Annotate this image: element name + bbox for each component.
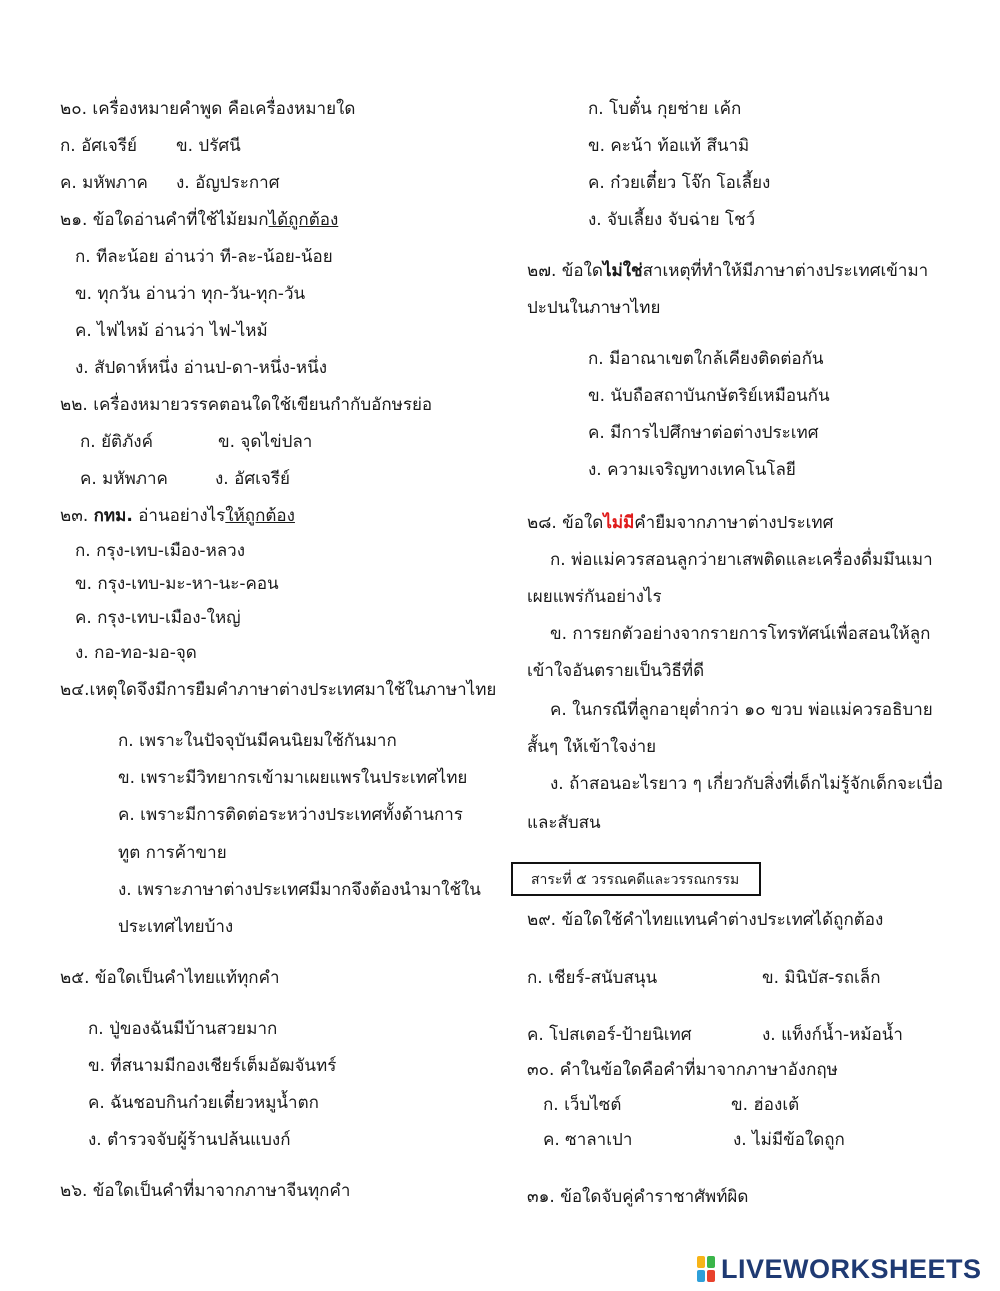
q29-question: ๒๙. ข้อใดใช้คำไทยแทนคำต่างประเทศได้ถูกต้อง: [527, 910, 884, 930]
q22-option-d[interactable]: ง. อัศเจรีย์: [215, 469, 290, 489]
q30-option-d[interactable]: ง. ไม่มีข้อใดถูก: [733, 1130, 845, 1150]
q25-option-b[interactable]: ข. ที่สนามมีกองเชียร์เต็มอัฒจันทร์: [88, 1056, 337, 1076]
q27-option-d[interactable]: ง. ความเจริญทางเทคโนโลยี: [588, 460, 796, 480]
q28-option-d[interactable]: ง. ถ้าสอนอะไรยาว ๆ เกี่ยวกับสิ่งที่เด็กไม่รู้จักเด็กจะเบื่อ: [550, 774, 944, 794]
q24-option-c[interactable]: ค. เพราะมีการติดต่อระหว่างประเทศทั้งด้านการ: [118, 805, 463, 825]
q20-question: ๒๐. เครื่องหมายคำพูด คือเครื่องหมายใด: [60, 99, 356, 119]
q28-option-b[interactable]: ข. การยกตัวอย่างจากรายการโทรทัศน์เพื่อสอนให้ลูก: [550, 624, 931, 644]
q27-option-b[interactable]: ข. นับถือสถาบันกษัตริย์เหมือนกัน: [588, 386, 830, 406]
q20-option-a[interactable]: ก. อัศเจรีย์: [60, 136, 137, 156]
q23-question: ๒๓. กทม. อ่านอย่างไรให้ถูกต้อง: [60, 506, 295, 526]
q22-option-b[interactable]: ข. จุดไข่ปลา: [218, 432, 313, 452]
q29-option-b[interactable]: ข. มินิบัส-รถเล็ก: [762, 968, 881, 988]
q28-option-a-cont: เผยแพร่กันอย่างไร: [527, 587, 662, 607]
q28-option-b-cont: เข้าใจอันตรายเป็นวิธีที่ดี: [527, 661, 705, 681]
q24-option-a[interactable]: ก. เพราะในปัจจุบันมีคนนิยมใช้กันมาก: [118, 731, 397, 751]
q21-option-d[interactable]: ง. สัปดาห์หนึ่ง อ่านป-ดา-หนึ่ง-หนึ่ง: [75, 358, 328, 378]
q20-option-b[interactable]: ข. ปรัศนี: [176, 136, 241, 156]
q24-option-b[interactable]: ข. เพราะมีวิทยากรเข้ามาเผยแพรในประเทศไทย: [118, 768, 468, 788]
q26-option-b[interactable]: ข. คะน้า ท้อแท้ สึนามิ: [588, 136, 750, 156]
q26-option-a[interactable]: ก. โบตั๋น กุยช่าย เค้ก: [588, 99, 742, 119]
q21-question: ๒๑. ข้อใดอ่านคำที่ใช้ไม้ยมกได้ถูกต้อง: [60, 210, 339, 230]
q30-option-c[interactable]: ค. ซาลาเปา: [543, 1130, 633, 1150]
q29-option-d[interactable]: ง. แท็งก์น้ำ-หม้อน้ำ: [762, 1025, 903, 1045]
q21-option-c[interactable]: ค. ไฟไหม้ อ่านว่า ไฟ-ไหม้: [75, 321, 268, 341]
q25-option-a[interactable]: ก. ปู่ของฉันมีบ้านสวยมาก: [88, 1019, 278, 1039]
q23-option-c[interactable]: ค. กรุง-เทบ-เมือง-ใหญ่: [75, 608, 241, 628]
q24-question: ๒๔.เหตุใดจึงมีการยืมคำภาษาต่างประเทศมาใช้ในภาษาไทย: [60, 680, 497, 700]
q22-option-c[interactable]: ค. มหัพภาค: [80, 469, 168, 489]
q23-option-d[interactable]: ง. กอ-ทอ-มอ-จุด: [75, 643, 197, 663]
q20-option-d[interactable]: ง. อัญประกาศ: [176, 173, 280, 193]
q24-option-d[interactable]: ง. เพราะภาษาต่างประเทศมีมากจึงต้องนำมาใช้ใน: [118, 880, 481, 900]
q25-option-c[interactable]: ค. ฉันชอบกินก๋วยเตี๋ยวหมูน้ำตก: [88, 1093, 319, 1113]
liveworksheets-logo-text: LIVEWORKSHEETS: [721, 1253, 982, 1284]
q23-option-b[interactable]: ข. กรุง-เทบ-มะ-หา-นะ-คอน: [75, 574, 279, 594]
q31-question: ๓๑. ข้อใดจับคู่คำราชาศัพท์ผิด: [527, 1187, 749, 1207]
q28-option-c-cont: สั้นๆ ให้เข้าใจง่าย: [527, 737, 657, 757]
q22-question: ๒๒. เครื่องหมายวรรคตอนใดใช้เขียนกำกับอักษรย่อ: [60, 395, 433, 415]
q23-option-a[interactable]: ก. กรุง-เทบ-เมือง-หลวง: [75, 541, 246, 561]
q28-option-d-cont: และสับสน: [527, 813, 601, 833]
liveworksheets-logo: [697, 1254, 982, 1284]
q22-option-a[interactable]: ก. ยัติภังค์: [80, 432, 153, 452]
q26-question: ๒๖. ข้อใดเป็นคำที่มาจากภาษาจีนทุกคำ: [60, 1181, 351, 1201]
q20-option-c[interactable]: ค. มหัพภาค: [60, 173, 148, 193]
q27-question-cont: ปะปนในภาษาไทย: [527, 298, 661, 318]
q21-option-b[interactable]: ข. ทุกวัน อ่านว่า ทุก-วัน-ทุก-วัน: [75, 284, 306, 304]
q27-question: ๒๗. ข้อใดไม่ใช่สาเหตุที่ทำให้มีภาษาต่างประเทศเข้ามา: [527, 261, 929, 281]
q26-option-d[interactable]: ง. จับเลี้ยง จับฉ่าย โชว์: [588, 210, 756, 230]
q27-option-a[interactable]: ก. มีอาณาเขตใกล้เคียงติดต่อกัน: [588, 349, 824, 369]
q30-option-a[interactable]: ก. เว็บไซต์: [543, 1095, 622, 1115]
q30-option-b[interactable]: ข. ฮ่องเต้: [731, 1095, 800, 1115]
q28-option-c[interactable]: ค. ในกรณีที่ลูกอายุต่ำกว่า ๑๐ ขวบ พ่อแม่ควรอธิบาย: [550, 700, 933, 720]
q30-question: ๓๐. คำในข้อใดคือคำที่มาจากภาษาอังกฤษ: [527, 1060, 838, 1080]
q26-option-c[interactable]: ค. ก๋วยเตี๋ยว โจ๊ก โอเลี้ยง: [588, 173, 771, 193]
q28-option-a[interactable]: ก. พ่อแม่ควรสอนลูกว่ายาเสพติดและเครื่องดื่มมึนเมา: [550, 550, 933, 570]
q29-option-c[interactable]: ค. โปสเตอร์-ป้ายนิเทศ: [527, 1025, 692, 1045]
q21-option-a[interactable]: ก. ทีละน้อย อ่านว่า ที-ละ-น้อย-น้อย: [75, 247, 333, 267]
section-header-box: [511, 862, 761, 896]
q24-option-d-cont: ประเทศไทยบ้าง: [118, 917, 234, 937]
q24-option-c-cont: ทูต การค้าขาย: [118, 843, 227, 863]
q29-option-a[interactable]: ก. เชียร์-สนับสนุน: [527, 968, 658, 988]
q28-question: ๒๘. ข้อใดไม่มีคำยืมจากภาษาต่างประเทศ: [527, 513, 834, 533]
section-header-label: สาระที่ ๕ วรรณคดีและวรรณกรรม: [531, 872, 740, 888]
liveworksheets-logo-icon: [697, 1256, 715, 1282]
q25-option-d[interactable]: ง. ตำรวจจับผู้ร้านปล้นแบงก์: [88, 1130, 291, 1150]
q25-question: ๒๕. ข้อใดเป็นคำไทยแท้ทุกคำ: [60, 968, 280, 988]
q27-option-c[interactable]: ค. มีการไปศึกษาต่อต่างประเทศ: [588, 423, 819, 443]
